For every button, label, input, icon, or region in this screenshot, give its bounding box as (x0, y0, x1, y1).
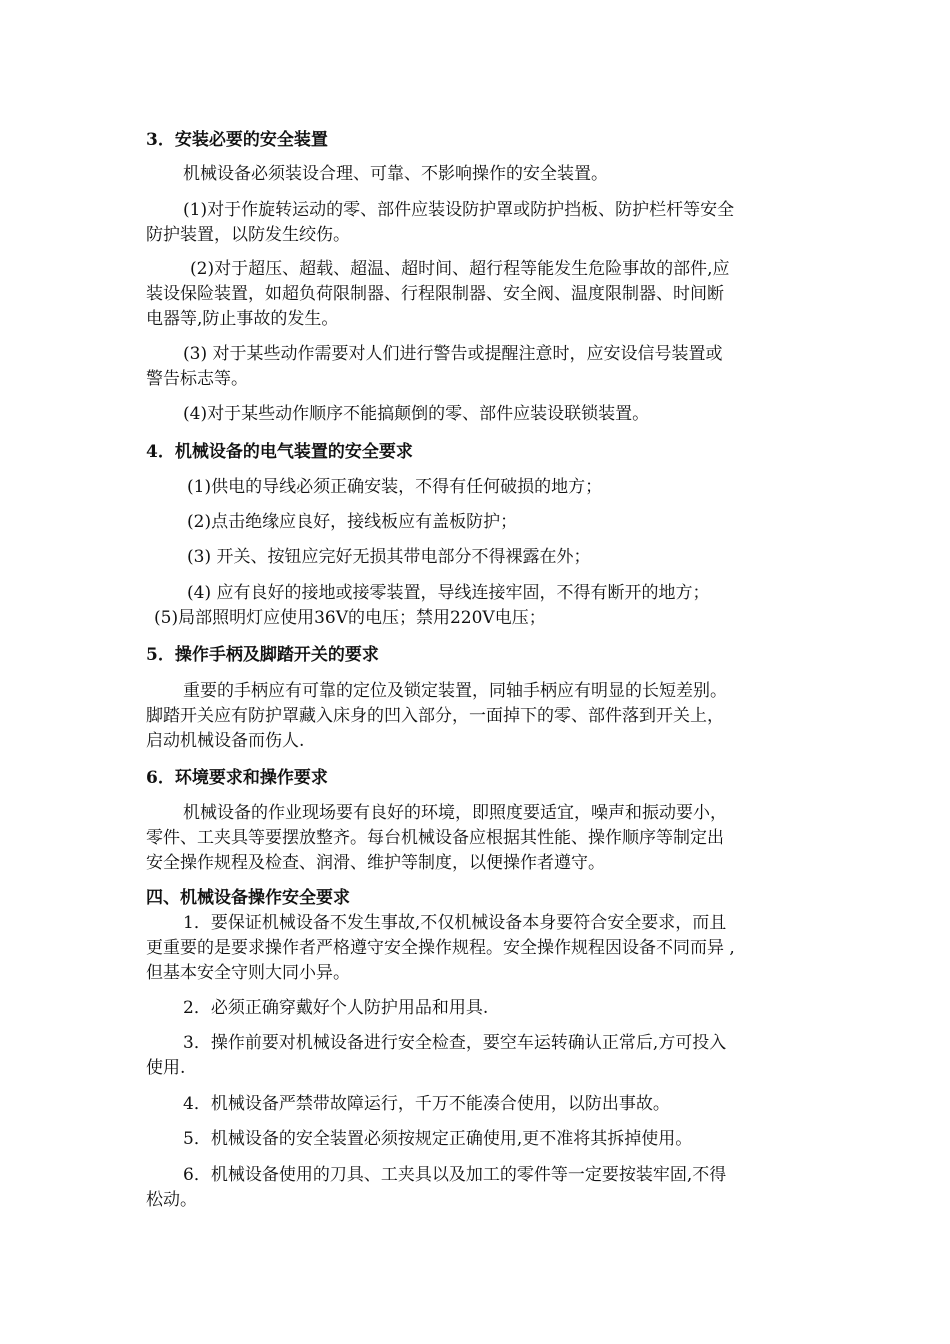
text-line: (4)对于某些动作顺序不能搞颠倒的零、部件应装设联锁装置。 (183, 404, 650, 424)
section-heading: 4．机械设备的电气装置的安全要求 (146, 442, 413, 462)
text-line: 3．操作前要对机械设备进行安全检查，要空车运转确认正常后,方可投入 (183, 1033, 727, 1053)
text-line: 5．机械设备的安全装置必须按规定正确使用,更不准将其拆掉使用。 (183, 1129, 693, 1149)
text-line: 松动。 (146, 1190, 197, 1210)
text-line: 6．机械设备使用的刀具、工夹具以及加工的零件等一定要按装牢固,不得 (183, 1165, 727, 1185)
text-line: (1)对于作旋转运动的零、部件应装设防护罩或防护挡板、防护栏杆等安全 (183, 200, 735, 220)
text-line: 零件、工夹具等要摆放整齐。每台机械设备应根据其性能、操作顺序等制定出 (146, 828, 724, 848)
text-line: 使用. (146, 1058, 186, 1078)
text-line: 但基本安全守则大同小异。 (146, 963, 350, 983)
text-line: 机械设备必须装设合理、可靠、不影响操作的安全装置。 (183, 164, 608, 184)
section-heading: 6．环境要求和操作要求 (146, 768, 328, 788)
text-line: 4．机械设备严禁带故障运行，千万不能凑合使用，以防出事故。 (183, 1094, 670, 1114)
text-line: 防护装置，以防发生绞伤。 (146, 225, 350, 245)
text-line: 更重要的是要求操作者严格遵守安全操作规程。安全操作规程因设备不同而异 , (146, 938, 735, 958)
section-heading: 3．安装必要的安全装置 (146, 130, 328, 150)
text-line: (3) 开关、按钮应完好无损其带电部分不得裸露在外； (187, 547, 591, 567)
text-line: 1．要保证机械设备不发生事故,不仅机械设备本身要符合安全要求，而且 (183, 913, 727, 933)
section-heading: 5．操作手柄及脚踏开关的要求 (146, 645, 379, 665)
text-line: 电器等,防止事故的发生。 (146, 309, 339, 329)
text-line: (1)供电的导线必须正确安装，不得有任何破损的地方； (187, 477, 603, 497)
text-line: (4) 应有良好的接地或接零装置，导线连接牢固，不得有断开的地方； (187, 583, 710, 603)
text-line: 机械设备的作业现场要有良好的环境，即照度要适宜，噪声和振动要小， (183, 803, 727, 823)
text-line: (5)局部照明灯应使用36V的电压；禁用220V电压； (154, 608, 546, 628)
text-line: 警告标志等。 (146, 369, 248, 389)
text-line: 脚踏开关应有防护罩藏入床身的凹入部分，一面掉下的零、部件落到开关上， (146, 706, 724, 726)
text-line: 安全操作规程及检查、润滑、维护等制度，以便操作者遵守。 (146, 853, 605, 873)
text-line: (2)对于超压、超载、超温、超时间、超行程等能发生危险事故的部件,应 (190, 259, 730, 279)
text-line: 装设保险装置，如超负荷限制器、行程限制器、安全阀、温度限制器、时间断 (146, 284, 724, 304)
text-line: 重要的手柄应有可靠的定位及锁定装置，同轴手柄应有明显的长短差别。 (183, 681, 727, 701)
text-line: (3) 对于某些动作需要对人们进行警告或提醒注意时，应安设信号装置或 (183, 344, 723, 364)
text-line: 2．必须正确穿戴好个人防护用品和用具. (183, 998, 489, 1018)
section-heading: 四、机械设备操作安全要求 (146, 888, 350, 908)
text-line: (2)点击绝缘应良好，接线板应有盖板防护； (187, 512, 518, 532)
text-line: 启动机械设备而伤人. (146, 731, 305, 751)
